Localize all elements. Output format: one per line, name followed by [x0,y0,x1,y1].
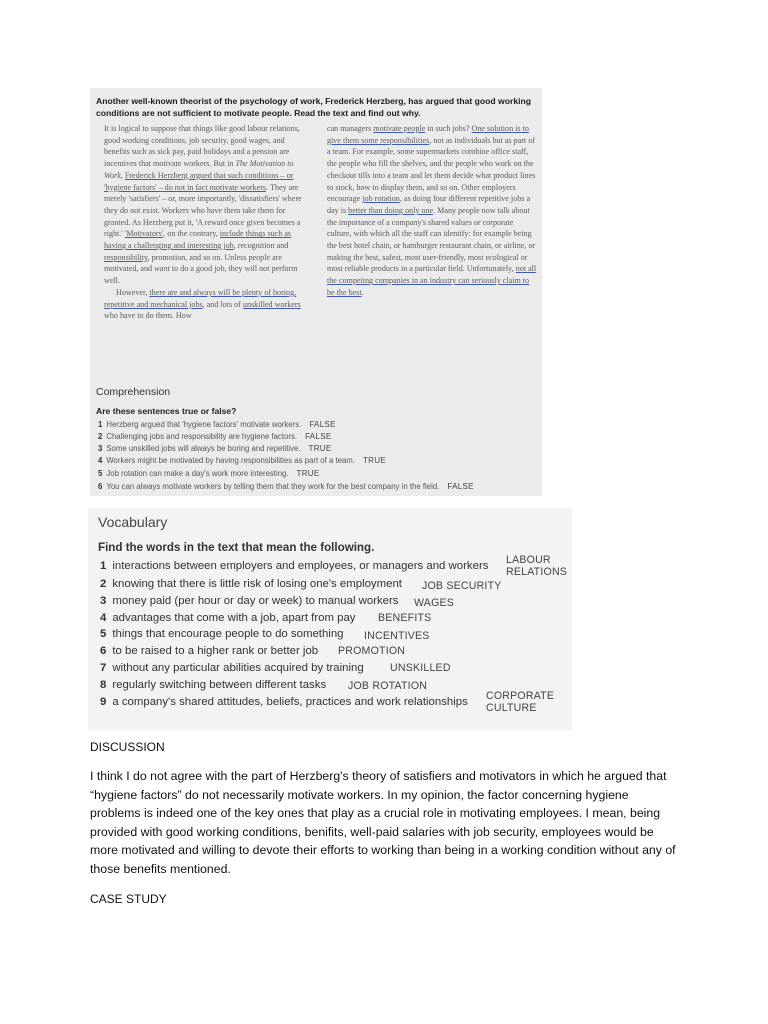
item-number: 8 [100,679,107,691]
text-run: to do a good job, they will not perform well. [104,264,298,286]
item-text: money paid (per hour or day or week) to manual workers [112,595,399,607]
item-answer: JOB SECURITY [422,580,502,592]
item-number: 6 [98,482,103,491]
item-text: things that encourage people to do something [112,628,344,640]
scanned-reading-image [90,88,542,496]
item-answer: WAGES [414,597,455,609]
list-item [100,696,468,708]
item-text: interactions between employers and employees, or managers and workers [112,560,489,572]
item-number: 1 [98,420,103,429]
item-answer: TRUE [308,444,332,453]
item-text: without any particular abilities acquired by training [112,662,364,674]
item-answer: PROMOTION [338,645,406,657]
book-title: The Motivation to Work [104,159,294,180]
list-item [98,432,331,441]
item-answer: FALSE [309,420,336,429]
text-run: , on the contrary, [163,229,220,239]
text-run: , [120,170,125,180]
item-answer: TRUE [362,456,386,465]
list-item [98,420,336,429]
item-number: 3 [98,444,103,453]
item-text: knowing that there is little risk of losing one's employment [112,578,402,590]
underlined-phrase: unskilled workers [242,299,301,309]
item-answer: UNSKILLED [390,662,451,674]
list-item [100,578,402,590]
item-text: Workers might be motivated by having responsibilities as part of a team. [106,456,355,465]
underlined-phrase: One solution is to give them some responsibilities [327,124,529,145]
text-run: . Many people now talk about the importance of a company's shared values or corporate culture, with which all the staff can identify: for example being the best hotel chain, or hamburger restaurant chain, or airline, or making the best, safest, most user-friendly, most ecological or most reliable products in a particular field. Unfortunately, [327,205,536,274]
text-run: However, [116,287,150,297]
item-text: a company's shared attitudes, beliefs, practices and work relationships [112,696,468,708]
text-run: . They are merely 'satisfiers' – or, more importantly, 'dissatisfiers' where they do not exist. Workers who have them take them for granted. As Herzberg put it, 'A reward once given becomes a right.' [104,182,302,239]
reading-intro: Another well-known theorist of the psychology of work, Frederick Herzberg, has argued that good working conditions are not sufficient to motivate people. Read the text and find out why. [96,96,531,118]
list-item [100,662,364,674]
vocabulary-question: Find the words in the text that mean the following. [98,541,375,554]
comprehension-question: Are these sentences true or false? [96,406,237,416]
item-number: 3 [100,595,107,607]
list-item [98,456,386,465]
text-run: , recognition and [233,241,289,251]
underlined-phrase: Frederick Herzberg argued that such conditions – or 'hygiene factors' – do not in fact motivate workers [104,170,294,192]
item-number: 4 [98,456,103,465]
underlined-phrase: job rotation [362,194,400,204]
item-text: Some unskilled jobs will always be boring and repetitive. [106,444,301,453]
reading-column-right [327,123,537,299]
underlined-phrase: there are and always will be plenty of boring, repetitive and mechanical jobs [104,287,297,309]
comprehension-heading: Comprehension [96,386,171,398]
list-item [100,560,488,572]
vocabulary-title: Vocabulary [98,514,168,530]
item-answer: FALSE [447,482,474,491]
item-answer: LABOUR RELATIONS [506,554,568,578]
item-text: advantages that come with a job, apart from pay [112,612,356,624]
underlined-phrase: 'Motivators' [124,229,164,239]
underlined-phrase: motivate people [373,124,426,133]
underlined-phrase: not all the competing companies in an industry can seriously claim to be the best [327,264,537,297]
list-item [100,679,326,691]
text-run: who have to do them. How [104,311,192,321]
item-answer: CORPORATE CULTURE [486,690,555,714]
underlined-phrase: better than doing only one [348,205,434,215]
list-item [98,482,474,491]
item-answer: FALSE [305,432,332,441]
item-number: 2 [100,578,107,590]
item-number: 5 [98,469,103,478]
list-item [98,469,320,478]
item-number: 2 [98,432,103,441]
discussion-paragraph: I think I do not agree with the part of Herzberg's theory of satisfiers and motivators in which he argued that “hygiene factors” do not necessarily motivate workers. In my opinion, the factor concerning hygiene problems is indeed one of the key ones that play as a crucial role in motivating employees. I mean, being provided with good working conditions, benifits, well-paid salaries with job security, employees would be more motivated and willing to devote their efforts to working than being in a working condition without any of those benefits mentioned. [90,769,676,876]
emphasis: want [154,264,170,274]
text-run: , as doing four different repetitive jobs a day is [327,194,531,215]
item-answer: INCENTIVES [364,630,430,642]
text-run: , not as individuals but as part of a team. For example, some supermarkets combine office staff, the people who fill the shelves, and the people who work on the checkout tills into a team and let them decide what product lines to stock, how to display them, and so on. Other employers encourage [327,135,536,204]
item-answer: BENEFITS [378,612,432,624]
item-number: 1 [100,560,107,572]
list-item [100,645,318,657]
item-text: regularly switching between different tasks [112,679,327,691]
item-number: 9 [100,696,107,708]
item-number: 4 [100,612,107,624]
list-item [100,612,355,624]
item-text: Job rotation can make a day's work more interesting. [106,469,289,478]
item-answer: JOB ROTATION [348,680,428,692]
list-item [100,628,344,640]
text-run: can managers [327,124,374,133]
text-run: , and lots of [202,299,243,309]
item-text: You can always motivate workers by telling them that they work for the best company in the field. [106,482,440,491]
text-run: , promotion, and so on. Unless people are motivated, and [104,252,282,274]
item-answer: TRUE [296,469,320,478]
scanned-vocabulary-image [88,508,572,730]
reading-column-left [104,123,312,322]
underlined-phrase: responsibility [104,252,148,262]
item-text: to be raised to a higher rank or better job [112,645,319,657]
list-item [98,444,332,453]
text-run: . [361,287,364,297]
list-item [100,595,399,607]
item-number: 5 [100,628,107,640]
text-run: It is logical to suppose that things like good labour relations, good working conditions, job security, good wages, and benefits such as sick pay, paid holidays and a pension are incentives that motivate workers. But in [104,124,300,169]
item-number: 7 [100,662,107,674]
case-study-heading: CASE STUDY [90,892,167,906]
text-run: in such jobs? [425,124,472,133]
item-number: 6 [100,645,107,657]
item-text: Herzberg argued that 'hygiene factors' motivate workers. [106,420,302,429]
underlined-phrase: include things such as having a challenging and interesting job [104,229,292,251]
discussion-heading: DISCUSSION [90,740,165,754]
item-text: Challenging jobs and responsibility are hygiene factors. [106,432,298,441]
